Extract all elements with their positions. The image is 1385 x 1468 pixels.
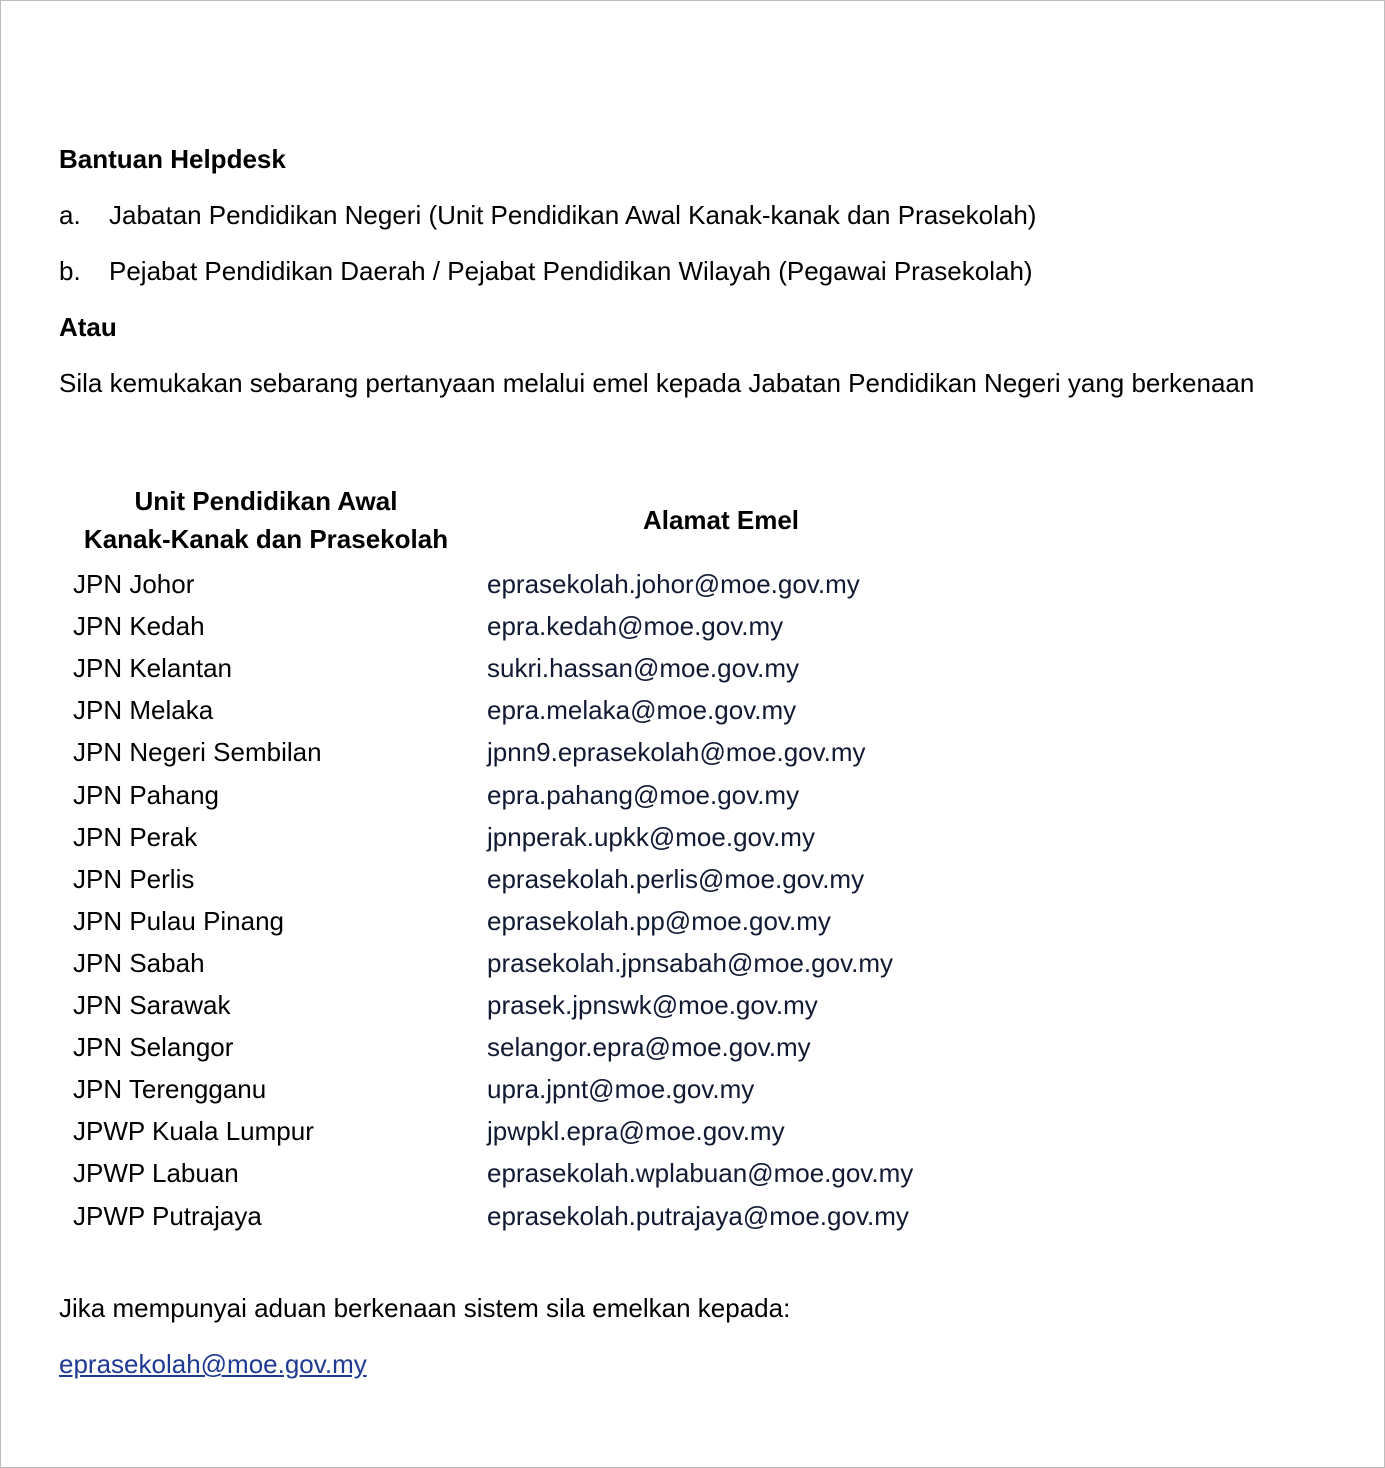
row-unit-name: JPN Kelantan	[73, 653, 232, 683]
row-email-address[interactable]: prasekolah.jpnsabah@moe.gov.my	[487, 948, 894, 978]
row-unit-name: JPN Terengganu	[73, 1074, 267, 1104]
row-unit-name: JPN Johor	[73, 569, 195, 599]
row-email-address[interactable]: prasek.jpnswk@moe.gov.my	[487, 990, 818, 1020]
row-unit-name: JPN Pahang	[73, 780, 219, 810]
section-title: Bantuan Helpdesk	[59, 144, 286, 174]
row-email-address[interactable]: eprasekolah.putrajaya@moe.gov.my	[487, 1201, 909, 1231]
row-email-address[interactable]: selangor.epra@moe.gov.my	[487, 1032, 811, 1062]
row-unit-name: JPN Pulau Pinang	[73, 906, 285, 936]
row-unit-name: JPN Kedah	[73, 611, 205, 641]
row-unit-name: JPN Selangor	[73, 1032, 234, 1062]
row-unit-name: JPWP Putrajaya	[73, 1201, 262, 1231]
column-header-email: Alamat Emel	[642, 505, 800, 535]
row-unit-name: JPN Sabah	[73, 948, 205, 978]
row-email-address[interactable]: jpwpkl.epra@moe.gov.my	[487, 1116, 785, 1146]
row-unit-name: JPWP Kuala Lumpur	[73, 1116, 314, 1146]
column-header-unit	[61, 482, 471, 558]
or-label: Atau	[59, 312, 117, 342]
complaint-text: Jika mempunyai aduan berkenaan sistem sila emelkan kepada:	[59, 1293, 791, 1323]
row-unit-name: JPWP Labuan	[73, 1158, 239, 1188]
row-email-address[interactable]: epra.kedah@moe.gov.my	[487, 611, 784, 641]
option-text: Jabatan Pendidikan Negeri (Unit Pendidikan Awal Kanak-kanak dan Prasekolah)	[109, 200, 1037, 230]
row-unit-name: JPN Sarawak	[73, 990, 231, 1020]
row-unit-name: JPN Negeri Sembilan	[73, 737, 322, 767]
column-header-unit-line1: Unit Pendidikan Awal	[134, 486, 398, 516]
row-unit-name: JPN Perlis	[73, 864, 195, 894]
row-email-address[interactable]: sukri.hassan@moe.gov.my	[487, 653, 800, 683]
row-unit-name: JPN Melaka	[73, 695, 214, 725]
column-header-unit-line2: Kanak-Kanak dan Prasekolah	[83, 524, 449, 554]
row-email-address[interactable]: epra.melaka@moe.gov.my	[487, 695, 797, 725]
row-email-address[interactable]: eprasekolah.perlis@moe.gov.my	[487, 864, 865, 894]
option-text: Pejabat Pendidikan Daerah / Pejabat Pendidikan Wilayah (Pegawai Prasekolah)	[109, 256, 1033, 286]
option-marker: a.	[59, 200, 81, 230]
row-email-address[interactable]: eprasekolah.johor@moe.gov.my	[487, 569, 860, 599]
instruction-text: Sila kemukakan sebarang pertanyaan melalui emel kepada Jabatan Pendidikan Negeri yang berkenaan	[59, 368, 1255, 398]
row-email-address[interactable]: jpnn9.eprasekolah@moe.gov.my	[487, 737, 866, 767]
row-email-address[interactable]: upra.jpnt@moe.gov.my	[487, 1074, 755, 1104]
row-unit-name: JPN Perak	[73, 822, 198, 852]
complaint-email-link[interactable]: eprasekolah@moe.gov.my	[59, 1349, 367, 1379]
row-email-address[interactable]: eprasekolah.wplabuan@moe.gov.my	[487, 1158, 914, 1188]
row-email-address[interactable]: jpnperak.upkk@moe.gov.my	[487, 822, 815, 852]
row-email-address[interactable]: eprasekolah.pp@moe.gov.my	[487, 906, 831, 936]
row-email-address[interactable]: epra.pahang@moe.gov.my	[487, 780, 800, 810]
option-marker: b.	[59, 256, 81, 286]
